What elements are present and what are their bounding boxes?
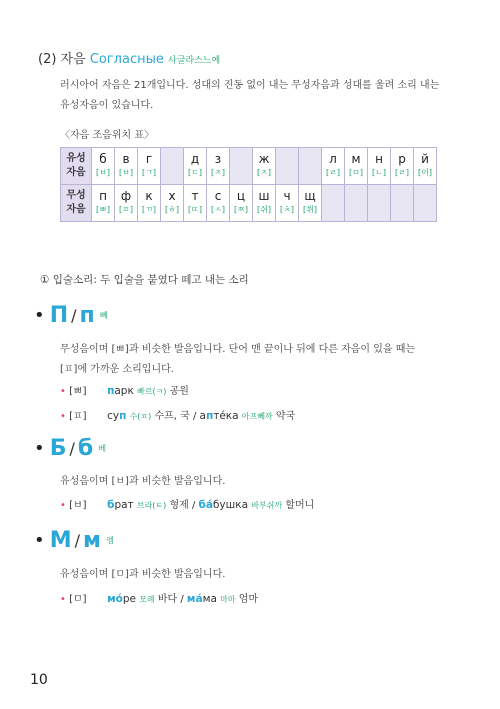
voiced-label: 유성 자음	[61, 148, 92, 185]
consonant-cell	[299, 148, 322, 185]
example-meaning: 형제 /	[169, 500, 196, 511]
letter-description	[60, 340, 415, 380]
consonant-cell	[207, 148, 230, 185]
consonant-korean: [ㄸ]	[188, 205, 202, 214]
consonant-cell	[253, 148, 276, 185]
consonant-korean: [ㄹ]	[326, 168, 340, 177]
consonant-letter: в	[122, 152, 130, 166]
description-line: 유성음이며 [ㅁ]과 비슷한 발음입니다.	[60, 569, 226, 580]
letter-description	[60, 472, 225, 492]
example-meaning: 수프, 국 /	[154, 411, 197, 422]
consonant-cell	[184, 148, 207, 185]
letter-heading	[34, 303, 108, 328]
letter-lower: м	[83, 528, 101, 553]
bullet-dot: •	[34, 305, 45, 326]
word-highlight: п	[119, 410, 127, 422]
consonant-korean: [ㅈ]	[211, 168, 225, 177]
consonant-cell	[92, 148, 115, 185]
letter-upper: П	[49, 303, 69, 328]
slash: /	[69, 439, 75, 458]
consonant-letter: щ	[304, 189, 316, 203]
word-part: ма	[202, 593, 217, 605]
consonant-korean: [쉬]	[257, 205, 271, 214]
consonant-cell	[115, 185, 138, 222]
consonant-cell	[368, 185, 391, 222]
consonant-letter: ц	[236, 189, 246, 203]
consonant-korean: [ㅍ]	[119, 205, 133, 214]
consonant-letter: ч	[283, 189, 291, 203]
voiceless-label: 무성 자음	[61, 185, 92, 222]
consonant-cell	[345, 185, 368, 222]
intro-paragraph	[60, 76, 439, 116]
consonant-cell	[92, 185, 115, 222]
consonant-letter: м	[351, 152, 361, 166]
example-pronunciation: 빠르(ㅋ)	[137, 387, 167, 396]
slash: /	[74, 531, 81, 550]
consonant-letter: ф	[120, 189, 132, 203]
word-part: те́ка	[213, 410, 239, 422]
consonant-letter: х	[168, 189, 176, 203]
word-highlight: п	[205, 410, 214, 422]
consonant-cell	[207, 185, 230, 222]
consonant-korean: [ㅈ]	[257, 168, 271, 177]
example-word-2	[199, 499, 249, 511]
example-meaning: 공원	[169, 386, 189, 397]
example-bullet: •	[60, 500, 66, 511]
example-meaning-2: 약국	[275, 411, 296, 422]
consonant-korean: [쒸]	[303, 205, 317, 214]
consonant-korean: [ㅂ]	[96, 168, 110, 177]
consonant-letter: г	[145, 152, 153, 166]
consonant-letter: с	[214, 189, 222, 203]
consonant-cell	[138, 185, 161, 222]
consonant-letter: л	[329, 152, 337, 166]
example-word-2	[200, 410, 239, 422]
consonant-cell	[391, 148, 414, 185]
letter-heading	[34, 436, 106, 461]
consonant-korean: [ㅊ]	[280, 205, 294, 214]
example-line	[60, 382, 189, 397]
table-caption: 〈자음 조음위치 표〉	[60, 130, 154, 141]
consonant-cell	[368, 148, 391, 185]
consonant-cell	[230, 185, 253, 222]
consonant-letter: ж	[258, 152, 270, 166]
consonant-korean: [ㄹ]	[395, 168, 409, 177]
consonant-korean: [ㄲ]	[142, 205, 156, 214]
consonant-cell	[276, 185, 299, 222]
consonant-cell	[322, 148, 345, 185]
word-part: a	[199, 410, 206, 422]
example-pronunciation: 수(ㅍ)	[129, 412, 152, 421]
consonant-korean: [ㅎ]	[165, 205, 179, 214]
example-tag: [ㅃ]	[69, 386, 87, 397]
consonant-korean: [ㅅ]	[211, 205, 225, 214]
example-bullet: •	[60, 594, 66, 605]
word-part: ре	[122, 593, 137, 605]
consonant-letter: ш	[258, 189, 270, 203]
consonant-letter: б	[99, 152, 107, 166]
example-word	[107, 385, 134, 397]
consonant-cell	[115, 148, 138, 185]
consonant-cell	[299, 185, 322, 222]
consonant-letter: н	[375, 152, 383, 166]
example-tag: [ㅍ]	[69, 411, 87, 422]
consonant-cell	[345, 148, 368, 185]
intro-line: 유성자음이 있습니다.	[60, 100, 154, 111]
consonant-letter: з	[214, 152, 222, 166]
letter-lower: п	[79, 303, 95, 328]
consonant-cell	[414, 185, 437, 222]
description-line: 무성음이며 [ㅃ]과 비슷한 발음입니다. 단어 맨 끝이나 뒤에 다른 자음이 있을 때는	[60, 344, 416, 355]
consonant-cell	[161, 185, 184, 222]
example-line	[60, 407, 295, 422]
bullet-dot: •	[34, 438, 45, 459]
example-pronunciation: 모례	[139, 595, 155, 604]
section-russian: Согласные	[89, 52, 164, 67]
word-highlight: ба́	[198, 499, 213, 511]
example-line	[60, 496, 314, 511]
section-number: (2) 자음	[38, 52, 86, 67]
example-line	[60, 590, 258, 605]
word-part: бушка	[212, 499, 249, 511]
example-meaning-2: 엄마	[238, 594, 259, 605]
example-meaning-2: 할머니	[285, 500, 315, 511]
voiceless-row	[61, 185, 437, 222]
letter-description	[60, 565, 225, 585]
description-line: [ㅍ]에 가까운 소리입니다.	[60, 364, 174, 375]
example-word	[107, 499, 134, 511]
consonant-cell	[391, 185, 414, 222]
consonant-korean: [ㄴ]	[372, 168, 386, 177]
consonant-korean: [ㅉ]	[234, 205, 248, 214]
consonant-cell	[414, 148, 437, 185]
consonant-korean: [ㄱ]	[142, 168, 156, 177]
description-line: 유성음이며 [ㅂ]과 비슷한 발음입니다.	[60, 476, 226, 487]
example-bullet: •	[60, 386, 66, 397]
consonant-cell	[276, 148, 299, 185]
example-word	[107, 410, 126, 422]
example-bullet: •	[60, 411, 66, 422]
consonant-korean: [ㅂ]	[119, 168, 133, 177]
word-highlight: ма́	[186, 593, 203, 605]
example-pronunciation: 브라(ㅌ)	[136, 501, 167, 510]
section-pronunciation: 사글라스느예	[168, 56, 221, 66]
example-tag: [ㅂ]	[69, 500, 87, 511]
consonant-korean: [이]	[418, 168, 432, 177]
section-title	[38, 48, 220, 67]
consonant-cell	[322, 185, 345, 222]
consonant-letter: р	[398, 152, 406, 166]
letter-lower: б	[77, 436, 94, 461]
consonant-letter: п	[99, 189, 107, 203]
word-highlight: б	[107, 499, 115, 511]
letter-pronunciation: 뻬	[99, 311, 108, 320]
example-word-2	[187, 593, 217, 605]
consonant-cell	[138, 148, 161, 185]
consonant-cell	[161, 148, 184, 185]
example-pronunciation-2: 바부쉬까	[251, 501, 283, 510]
consonant-cell	[253, 185, 276, 222]
consonant-cell	[184, 185, 207, 222]
consonant-cell	[230, 148, 253, 185]
page-number: 10	[30, 672, 48, 688]
letter-pronunciation: 베	[98, 444, 107, 453]
consonant-letter: к	[145, 189, 153, 203]
subsection-title: ① 입술소리: 두 입술을 붙였다 떼고 내는 소리	[40, 274, 249, 286]
example-pronunciation-2: 아프뻬까	[241, 412, 273, 421]
consonant-table	[60, 147, 437, 222]
letter-heading	[34, 528, 114, 553]
example-pronunciation-2: 마마	[220, 595, 236, 604]
letter-upper: М	[49, 528, 72, 553]
bullet-dot: •	[34, 530, 45, 551]
word-part: арк	[114, 385, 134, 397]
example-word	[107, 593, 136, 605]
consonant-letter: т	[191, 189, 199, 203]
consonant-korean: [ㅁ]	[349, 168, 363, 177]
consonant-korean: [ㄷ]	[188, 168, 202, 177]
letter-pronunciation: 엠	[106, 536, 114, 545]
word-part: су	[107, 410, 120, 422]
consonant-korean: [ㅃ]	[96, 205, 110, 214]
slash: /	[71, 306, 77, 325]
intro-line: 러시아어 자음은 21개입니다. 성대의 진동 없이 내는 무성자음과 성대를 울려 소리 내는	[60, 80, 440, 91]
example-tag: [ㅁ]	[69, 594, 87, 605]
word-highlight: мо́	[107, 593, 123, 605]
consonant-letter: д	[190, 152, 200, 166]
example-meaning: 바다 /	[157, 594, 184, 605]
letter-upper: Б	[49, 436, 67, 461]
voiced-row	[61, 148, 437, 185]
word-part: рат	[114, 499, 134, 511]
word-highlight: п	[107, 385, 115, 397]
consonant-letter: й	[421, 152, 429, 166]
